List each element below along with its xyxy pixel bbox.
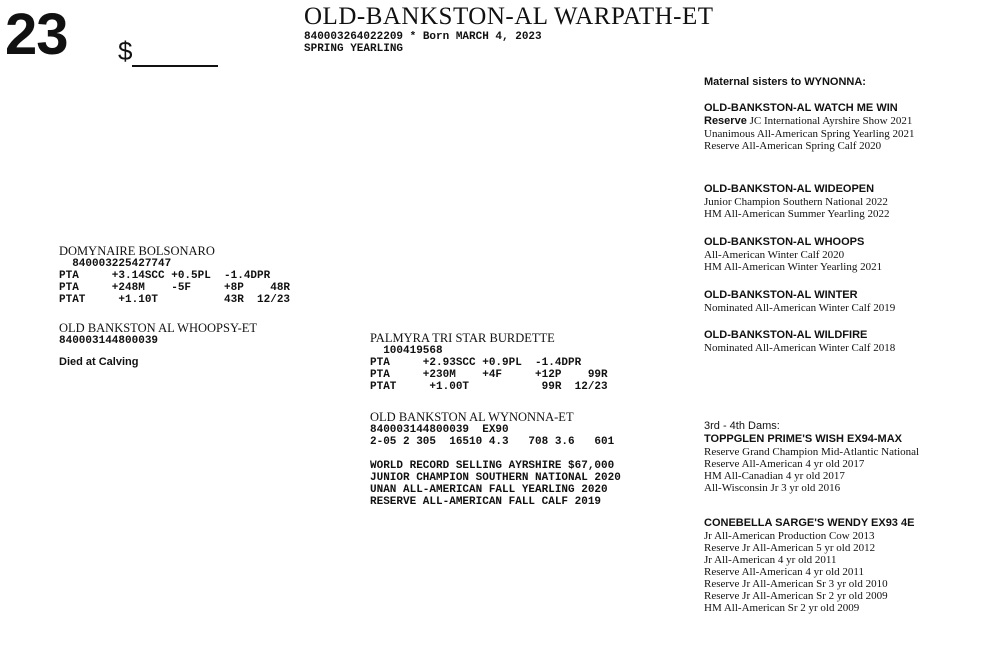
maternal-sisters-heading: Maternal sisters to WYNONNA: bbox=[704, 76, 866, 88]
maternal-sister bbox=[704, 102, 915, 152]
sire-name: PALMYRA TRI STAR BURDETTE bbox=[370, 331, 555, 345]
dam3-honor: HM All-Canadian 4 yr old 2017 bbox=[704, 470, 845, 482]
dams-label: 3rd - 4th Dams: bbox=[704, 420, 780, 432]
sister-honor: Nominated All-American Winter Calf 2019 bbox=[704, 302, 896, 314]
dam4-honor: Reserve Jr All-American Sr 3 yr old 2010 bbox=[704, 578, 888, 590]
sire-id: 100419568 bbox=[370, 345, 443, 357]
dam4-honor: Reserve All-American 4 yr old 2011 bbox=[704, 566, 864, 578]
price-field bbox=[118, 36, 218, 67]
sire-proof-row: PTAT +1.00T 99R 12/23 bbox=[370, 381, 608, 393]
animal-header bbox=[304, 4, 714, 55]
sister-name: OLD-BANKSTON-AL WHOOPS bbox=[704, 236, 865, 248]
dam4-honor: HM All-American Sr 2 yr old 2009 bbox=[704, 602, 860, 614]
sister-honor: JC International Ayrshire Show 2021 bbox=[746, 115, 913, 127]
sister-honor: Nominated All-American Winter Calf 2018 bbox=[704, 342, 896, 354]
dam4-honor: Reserve Jr All-American Sr 2 yr old 2009 bbox=[704, 590, 888, 602]
currency-symbol: $ bbox=[118, 36, 133, 66]
sire-sire-id: 840003225427747 bbox=[59, 258, 172, 270]
dam4-honor: Jr All-American Production Cow 2013 bbox=[704, 530, 875, 542]
dam3-honor: All-Wisconsin Jr 3 yr old 2016 bbox=[704, 482, 841, 494]
sister-name: OLD-BANKSTON-AL WIDEOPEN bbox=[704, 183, 875, 195]
dam-honor: WORLD RECORD SELLING AYRSHIRE $67,000 bbox=[370, 460, 615, 472]
fourth-dam bbox=[704, 517, 914, 614]
dam3-name: TOPPGLEN PRIME'S WISH EX94-MAX bbox=[704, 433, 902, 445]
dam3-honor: Reserve Grand Champion Mid-Atlantic National bbox=[704, 446, 920, 458]
sire-dam-block bbox=[59, 322, 257, 369]
sister-honor: All-American Winter Calf 2020 bbox=[704, 249, 845, 261]
sister-honor: Unanimous All-American Spring Yearling 2021 bbox=[704, 128, 915, 140]
dam-honor: JUNIOR CHAMPION SOUTHERN NATIONAL 2020 bbox=[370, 472, 621, 484]
sister-honor: HM All-American Winter Yearling 2021 bbox=[704, 261, 883, 273]
dam-honor: UNAN ALL-AMERICAN FALL YEARLING 2020 bbox=[370, 484, 608, 496]
sire-dam-id: 840003144800039 bbox=[59, 335, 159, 347]
dam3-honor: Reserve All-American 4 yr old 2017 bbox=[704, 458, 865, 470]
maternal-sister bbox=[704, 289, 895, 314]
sister-honor-emphasis: Reserve bbox=[704, 115, 747, 127]
dam-block bbox=[370, 411, 621, 508]
sire-proof-row: PTA +230M +4F +12P 99R bbox=[370, 369, 608, 381]
animal-id-born: 840003264022209 * Born MARCH 4, 2023 bbox=[304, 31, 542, 43]
sire-sire-block bbox=[59, 245, 290, 306]
maternal-sister bbox=[704, 183, 889, 220]
sister-name: OLD-BANKSTON-AL WINTER bbox=[704, 289, 858, 301]
sire-proof-row: PTA +2.93SCC +0.9PL -1.4DPR bbox=[370, 357, 582, 369]
sister-honor: Reserve All-American Spring Calf 2020 bbox=[704, 140, 882, 152]
dam4-honor: Reserve Jr All-American 5 yr old 2012 bbox=[704, 542, 876, 554]
third-fourth-dams bbox=[704, 420, 919, 494]
dam-production-record: 2-05 2 305 16510 4.3 708 3.6 601 bbox=[370, 436, 615, 448]
maternal-sister bbox=[704, 236, 882, 273]
sire-sire-proof-row: PTA +3.14SCC +0.5PL -1.4DPR bbox=[59, 270, 271, 282]
animal-name: OLD-BANKSTON-AL WARPATH-ET bbox=[304, 3, 714, 30]
dam-honors bbox=[370, 460, 621, 508]
maternal-sister bbox=[704, 329, 895, 354]
sire-dam-name: OLD BANKSTON AL WHOOPSY-ET bbox=[59, 321, 258, 335]
sister-name: OLD-BANKSTON-AL WATCH ME WIN bbox=[704, 102, 898, 114]
dam4-honor: Jr All-American 4 yr old 2011 bbox=[704, 554, 837, 566]
dam-name: OLD BANKSTON AL WYNONNA-ET bbox=[370, 410, 574, 424]
sister-name: OLD-BANKSTON-AL WILDFIRE bbox=[704, 329, 868, 341]
sire-dam-note: Died at Calving bbox=[59, 356, 139, 368]
sister-honor: HM All-American Summer Yearling 2022 bbox=[704, 208, 890, 220]
dam-honor: RESERVE ALL-AMERICAN FALL CALF 2019 bbox=[370, 496, 602, 508]
sire-sire-name: DOMYNAIRE BOLSONARO bbox=[59, 244, 215, 258]
price-blank-line bbox=[132, 39, 218, 67]
dam-id-classification: 840003144800039 EX90 bbox=[370, 424, 509, 436]
sister-honor: Junior Champion Southern National 2022 bbox=[704, 196, 888, 208]
lot-number: 23 bbox=[5, 2, 68, 67]
sire-block bbox=[370, 332, 608, 393]
sire-sire-proof-row: PTAT +1.10T 43R 12/23 bbox=[59, 294, 291, 306]
sire-sire-proof-row: PTA +248M -5F +8P 48R bbox=[59, 282, 291, 294]
animal-class: SPRING YEARLING bbox=[304, 43, 404, 55]
dam4-name: CONEBELLA SARGE'S WENDY EX93 4E bbox=[704, 517, 915, 529]
